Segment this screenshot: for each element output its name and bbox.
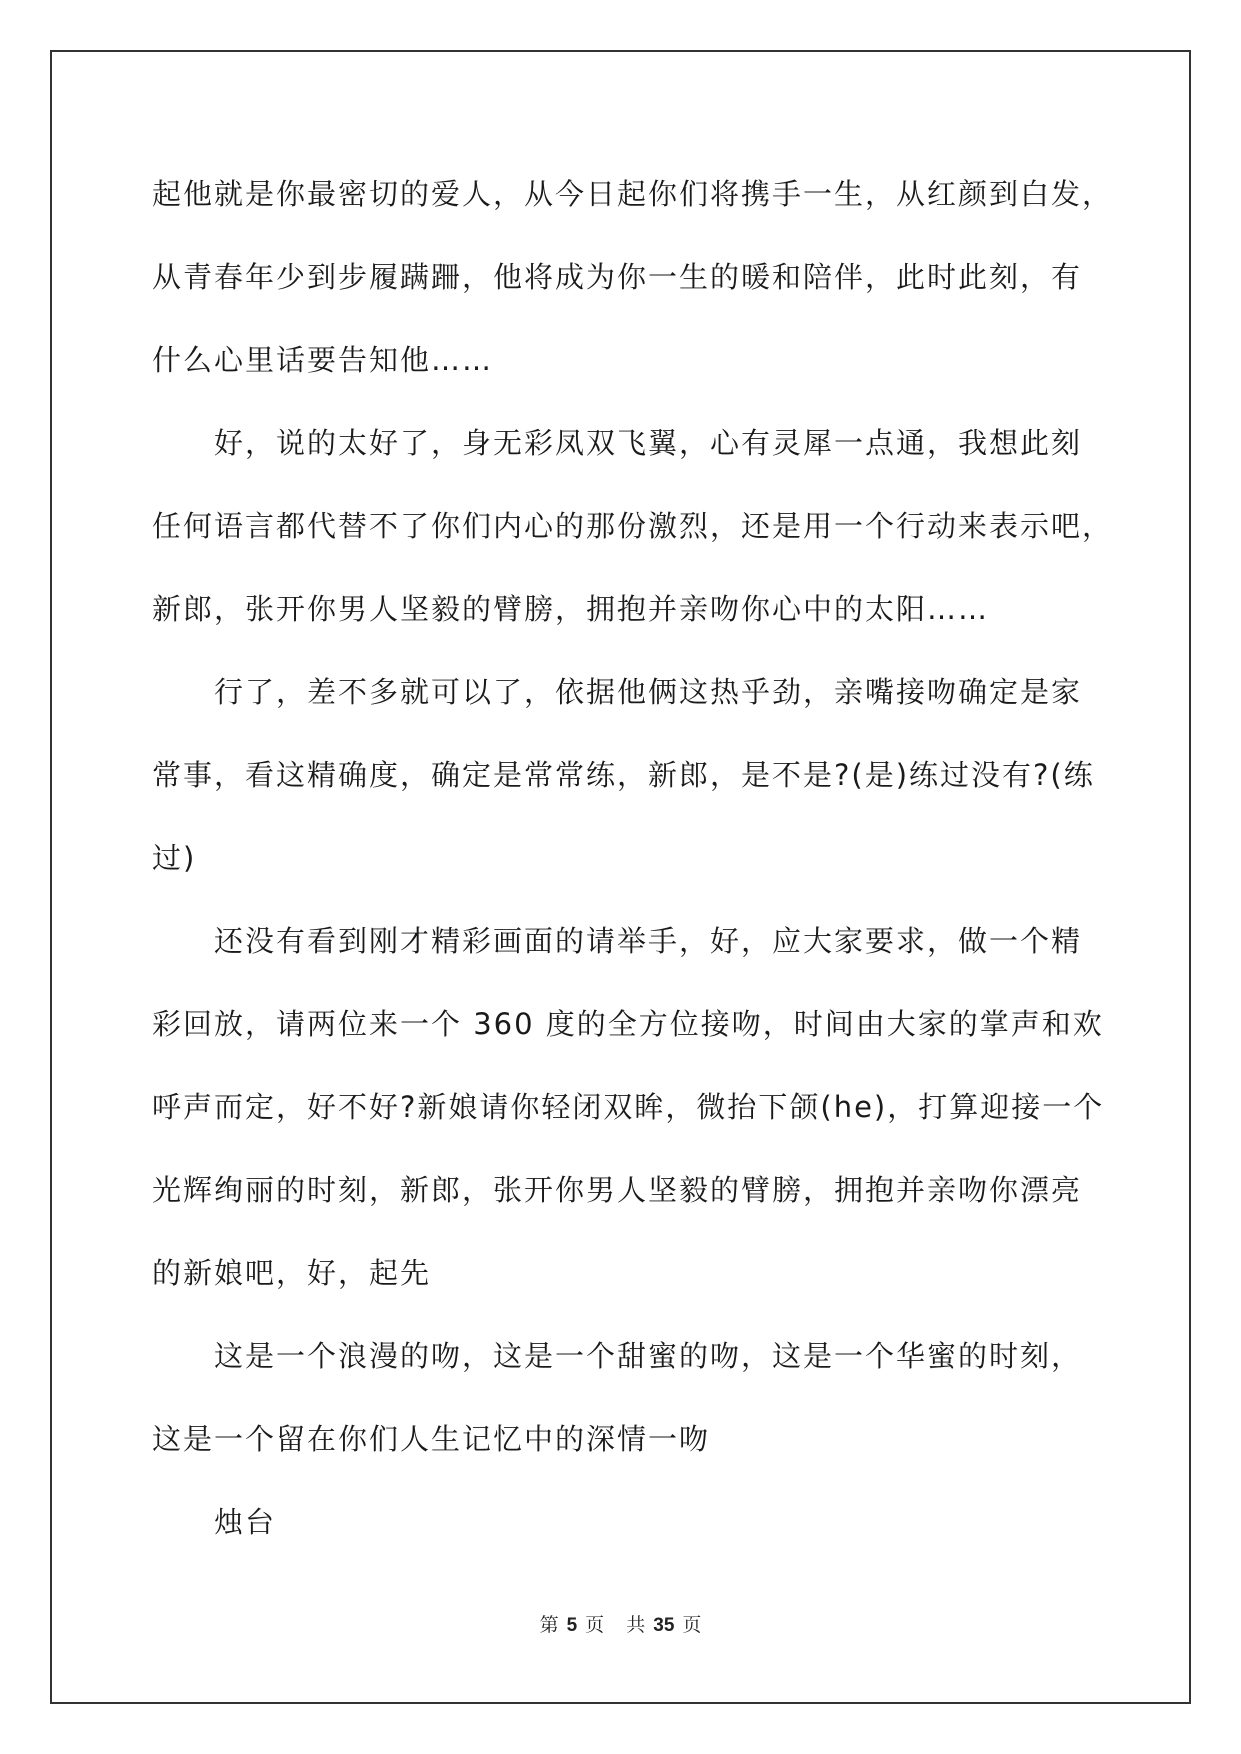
page-suffix: 页 (585, 1614, 605, 1636)
text-line: 这是一个留在你们人生记忆中的深情一吻 (152, 1422, 711, 1456)
total-prefix: 共 (626, 1614, 646, 1636)
total-suffix: 页 (682, 1614, 702, 1636)
document-body (152, 165, 1114, 1576)
text-line: 呼声而定，好不好?新娘请你轻闭双眸，微抬下颌(he)，打算迎接一个 (152, 1090, 1105, 1124)
text-line: 这是一个浪漫的吻，这是一个甜蜜的吻，这是一个华蜜的时刻， (214, 1339, 1083, 1373)
text-line: 还没有看到刚才精彩画面的请举手，好，应大家要求，做一个精 (214, 924, 1083, 958)
total-indicator (622, 1614, 705, 1636)
total-pages: 35 (653, 1615, 675, 1636)
text-line: 什么心里话要告知他…… (152, 343, 494, 377)
text-line: 从青春年少到步履蹒跚，他将成为你一生的暖和陪伴，此时此刻，有 (152, 260, 1083, 294)
page-footer (0, 1610, 1241, 1637)
text-line: 常事，看这精确度，确定是常常练，新郎，是不是?(是)练过没有?(练 (152, 758, 1095, 792)
page-indicator (536, 1614, 609, 1636)
text-line: 烛台 (214, 1505, 277, 1539)
text-line: 行了，差不多就可以了，依据他俩这热乎劲，亲嘴接吻确定是家 (214, 675, 1083, 709)
page-number: 5 (566, 1615, 578, 1636)
text-line: 新郎，张开你男人坚毅的臂膀，拥抱并亲吻你心中的太阳…… (152, 592, 990, 626)
text-line: 彩回放，请两位来一个 360 度的全方位接吻，时间由大家的掌声和欢 (152, 1007, 1104, 1041)
text-line: 任何语言都代替不了你们内心的那份激烈，还是用一个行动来表示吧， (152, 509, 1114, 543)
text-line: 过) (152, 841, 197, 875)
text-line: 起他就是你最密切的爱人，从今日起你们将携手一生，从红颜到白发， (152, 177, 1114, 211)
page-prefix: 第 (539, 1614, 559, 1636)
text-line: 光辉绚丽的时刻，新郎，张开你男人坚毅的臂膀，拥抱并亲吻你漂亮 (152, 1173, 1083, 1207)
text-line: 的新娘吧，好，起先 (152, 1256, 432, 1290)
text-line: 好，说的太好了，身无彩凤双飞翼，心有灵犀一点通，我想此刻 (214, 426, 1083, 460)
